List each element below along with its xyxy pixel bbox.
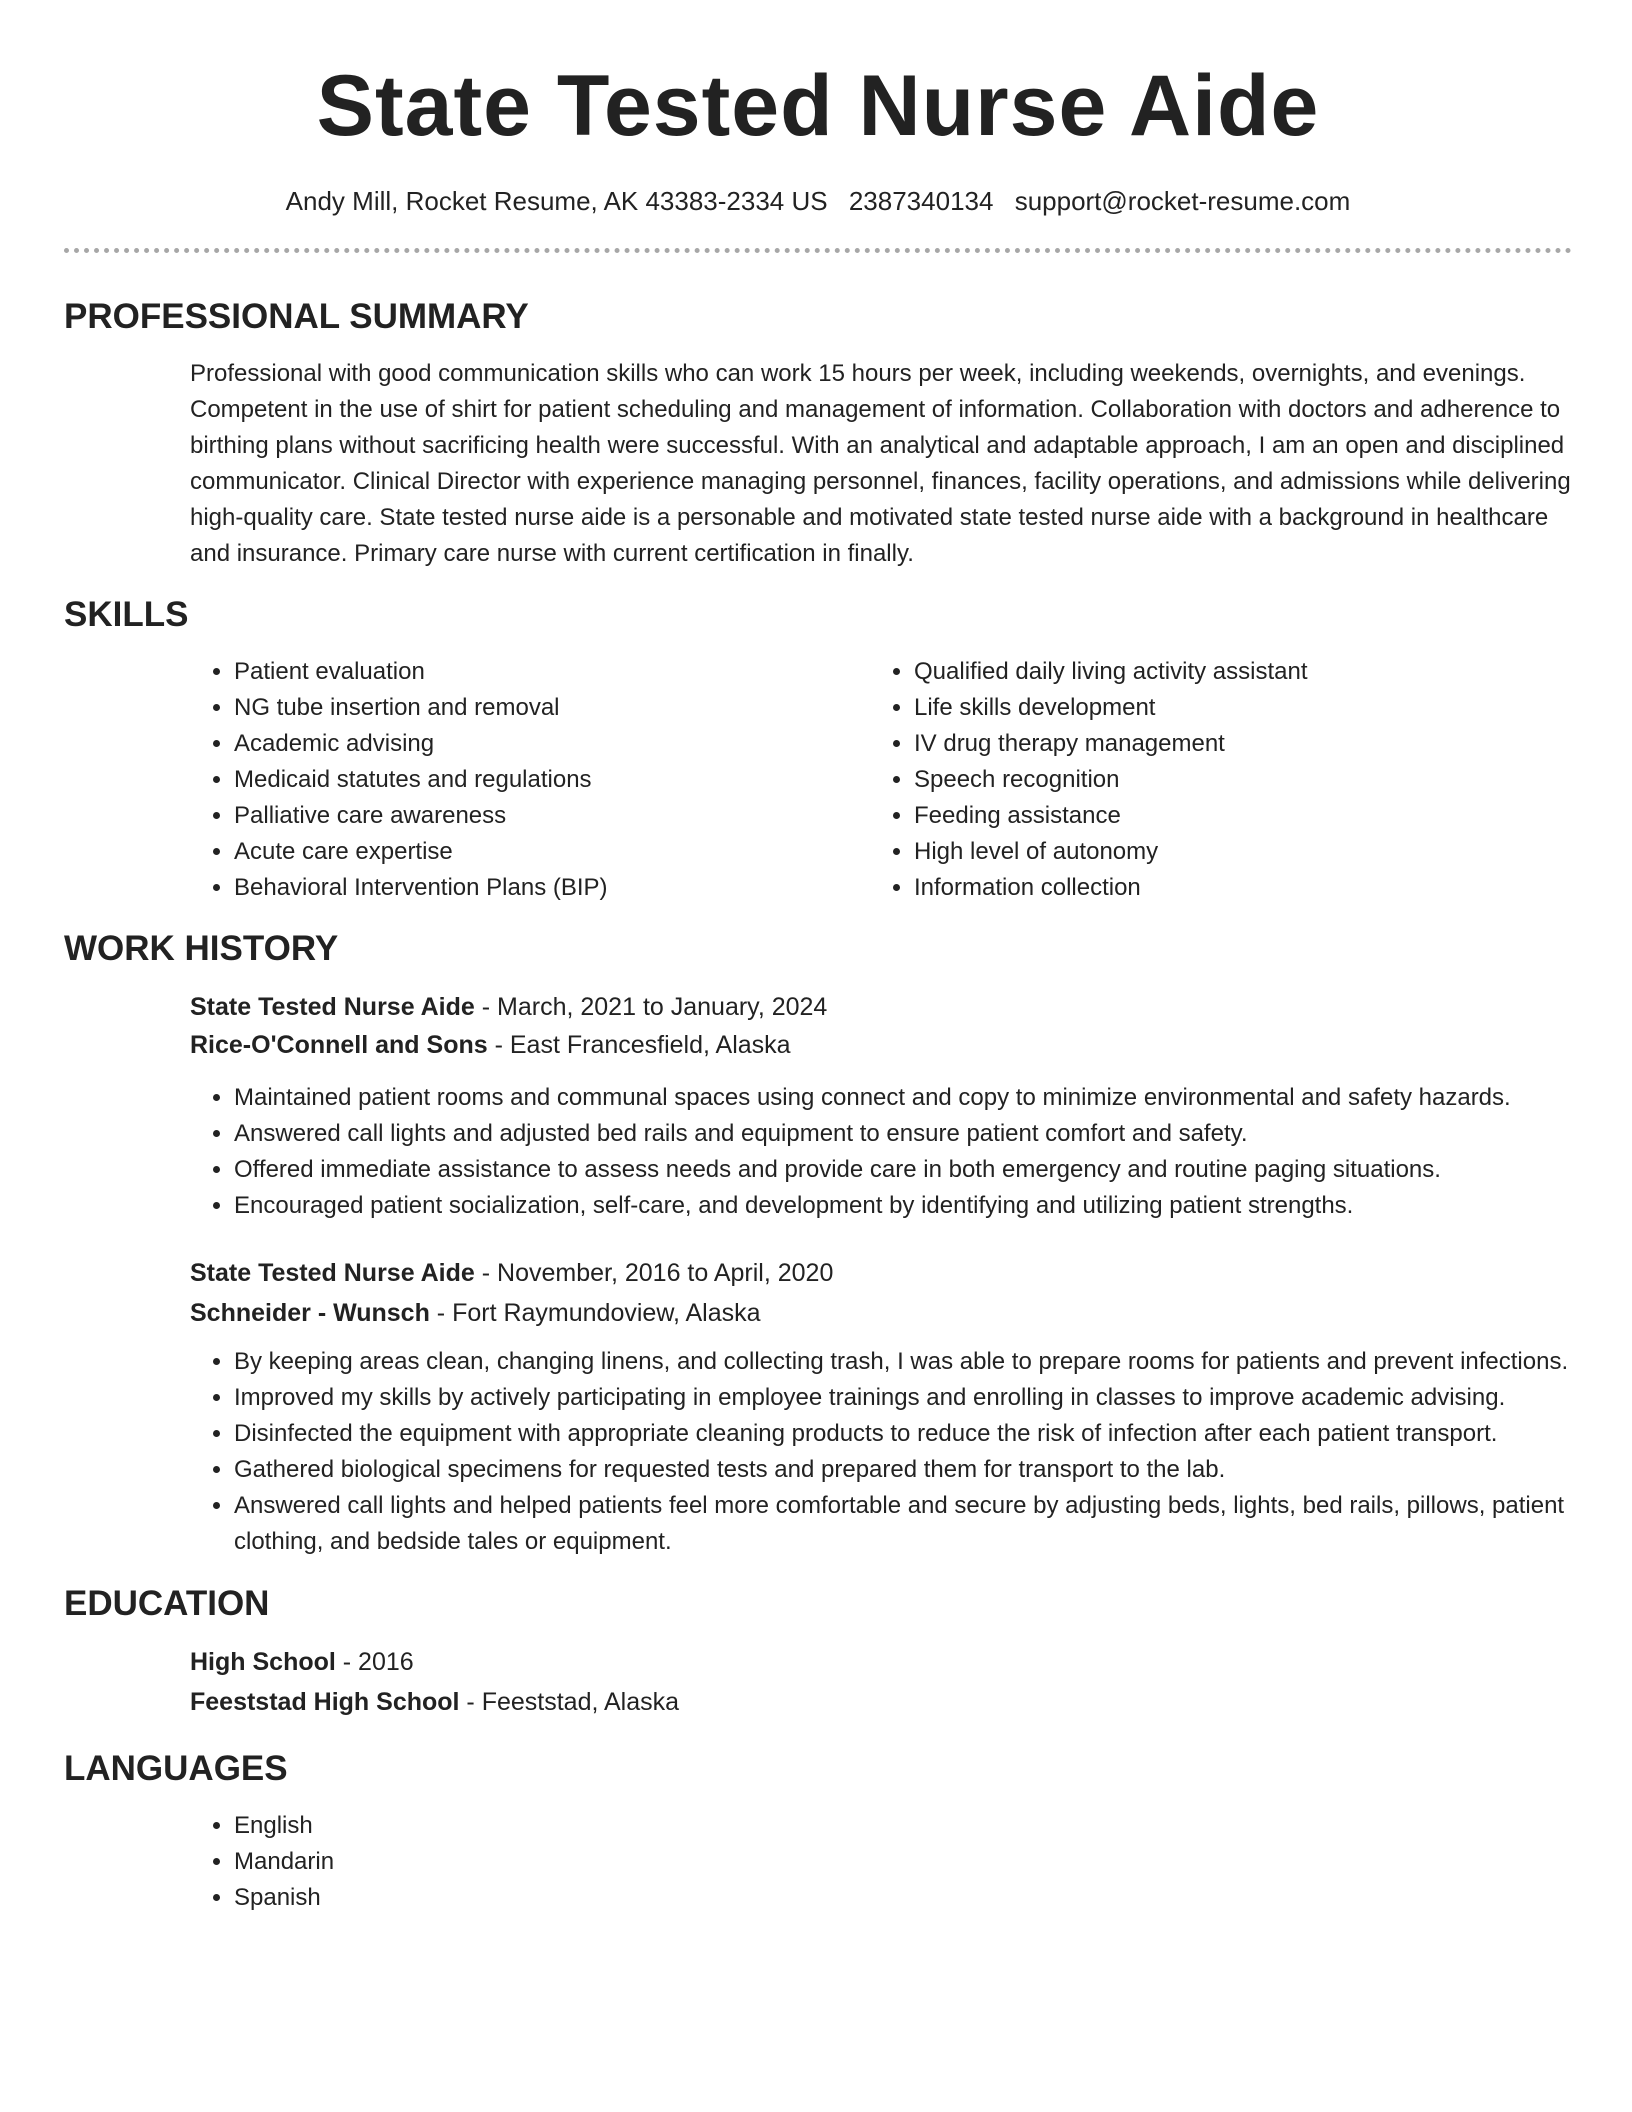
- resume-page: [64, 0, 1572, 1916]
- job-duties: [64, 1344, 1618, 1560]
- summary-section: [64, 295, 1572, 572]
- job-company-line: [190, 1294, 1572, 1332]
- list-item: • English: [234, 1808, 1572, 1844]
- contact-address: Andy Mill, Rocket Resume, AK 43383-2334 US: [285, 186, 828, 216]
- list-item: • Acute care expertise: [234, 834, 870, 870]
- list-item: • Encouraged patient socialization, self-care, and development by identifying and utilizing patient strengths.: [234, 1188, 1572, 1224]
- resume-name: State Tested Nurse Aide: [316, 58, 1320, 154]
- list-item: • By keeping areas clean, changing linens, and collecting trash, I was able to prepare rooms for patients and prevent infections.: [234, 1344, 1618, 1380]
- contact-line: [64, 184, 1572, 218]
- contact-phone: 2387340134: [848, 186, 994, 216]
- education-heading: EDUCATION: [64, 1584, 270, 1623]
- list-item: • IV drug therapy management: [914, 726, 1550, 762]
- job-company-line: [190, 1026, 1572, 1064]
- skills-column-right: [870, 654, 1550, 906]
- list-item: • Mandarin: [234, 1844, 1572, 1880]
- list-item: • Spanish: [234, 1880, 1572, 1916]
- list-item: • Answered call lights and adjusted bed rails and equipment to ensure patient comfort and safety.: [234, 1116, 1572, 1152]
- education-degree: High School: [190, 1648, 336, 1676]
- languages-section: [64, 1747, 1572, 1916]
- education-degree-line: [190, 1643, 1572, 1681]
- job-duties: [64, 1080, 1572, 1224]
- job-title-line: [190, 1254, 1572, 1292]
- skills-list-left: [190, 654, 870, 906]
- contact-email: support@rocket-resume.com: [1014, 186, 1351, 216]
- education-school-line: [190, 1683, 1572, 1721]
- job-dates: - November, 2016 to April, 2020: [474, 1259, 834, 1287]
- list-item: • Speech recognition: [914, 762, 1550, 798]
- job-role: State Tested Nurse Aide: [190, 993, 475, 1021]
- list-item: • Disinfected the equipment with appropriate cleaning products to reduce the risk of infection after each patient transport.: [234, 1416, 1618, 1452]
- list-item: • Feeding assistance: [914, 798, 1550, 834]
- work-section: [64, 927, 1572, 1560]
- list-item: • Patient evaluation: [234, 654, 870, 690]
- summary-heading: PROFESSIONAL SUMMARY: [64, 297, 529, 336]
- list-item: • Medicaid statutes and regulations: [234, 762, 870, 798]
- list-item: • Academic advising: [234, 726, 870, 762]
- header-divider: [64, 248, 1572, 253]
- skills-columns: [190, 654, 1572, 906]
- list-item: • Improved my skills by actively participating in employee trainings and enrolling in classes to improve academic advising.: [234, 1380, 1618, 1416]
- education-section: [64, 1582, 1572, 1721]
- list-item: • NG tube insertion and removal: [234, 690, 870, 726]
- work-heading: WORK HISTORY: [64, 929, 339, 968]
- job-location: - Fort Raymundoview, Alaska: [429, 1299, 761, 1327]
- list-item: • Behavioral Intervention Plans (BIP): [234, 870, 870, 906]
- job-company: Rice-O'Connell and Sons: [190, 1031, 488, 1059]
- education-entry: [190, 1643, 1572, 1721]
- job-company: Schneider - Wunsch: [190, 1299, 430, 1327]
- list-item: • Life skills development: [914, 690, 1550, 726]
- languages-list: [64, 1808, 1572, 1916]
- job-location: - East Francesfield, Alaska: [487, 1031, 791, 1059]
- list-item: • Palliative care awareness: [234, 798, 870, 834]
- job-entry: [190, 988, 1572, 1224]
- education-year: - 2016: [335, 1648, 414, 1676]
- list-item: • High level of autonomy: [914, 834, 1550, 870]
- list-item: • Information collection: [914, 870, 1550, 906]
- education-school: Feeststad High School: [190, 1688, 460, 1716]
- list-item: • Offered immediate assistance to assess needs and provide care in both emergency and routine paging situations.: [234, 1152, 1572, 1188]
- skills-list-right: [870, 654, 1550, 906]
- job-role: State Tested Nurse Aide: [190, 1259, 475, 1287]
- summary-text: Professional with good communication skills who can work 15 hours per week, including weekends, overnights, and evenings. Competent in the use of shirt for patient scheduling and management of information. Collaboration with doctors and adherence to birthing plans without sacrificing health were successful. With an analytical and adaptable approach, I am an open and disciplined communicator. Clinical Director with experience managing personnel, finances, facility operations, and admissions while delivering high-quality care. State tested nurse aide is a personable and motivated state tested nurse aide with a background in healthcare and insurance. Primary care nurse with current certification in finally.: [190, 360, 1571, 567]
- education-location: - Feeststad, Alaska: [459, 1688, 680, 1716]
- job-dates: - March, 2021 to January, 2024: [474, 993, 828, 1021]
- list-item: • Maintained patient rooms and communal spaces using connect and copy to minimize environmental and safety hazards.: [234, 1080, 1572, 1116]
- job-title-line: [190, 988, 1572, 1026]
- list-item: • Qualified daily living activity assistant: [914, 654, 1550, 690]
- skills-column-left: [190, 654, 870, 906]
- languages-heading: LANGUAGES: [64, 1749, 288, 1788]
- list-item: • Answered call lights and helped patients feel more comfortable and secure by adjusting beds, lights, bed rails, pillows, patient clothing, and bedside tales or equipment.: [234, 1488, 1618, 1560]
- list-item: • Gathered biological specimens for requested tests and prepared them for transport to the lab.: [234, 1452, 1618, 1488]
- skills-heading: SKILLS: [64, 595, 189, 634]
- skills-section: [64, 593, 1572, 906]
- job-entry: [190, 1254, 1572, 1560]
